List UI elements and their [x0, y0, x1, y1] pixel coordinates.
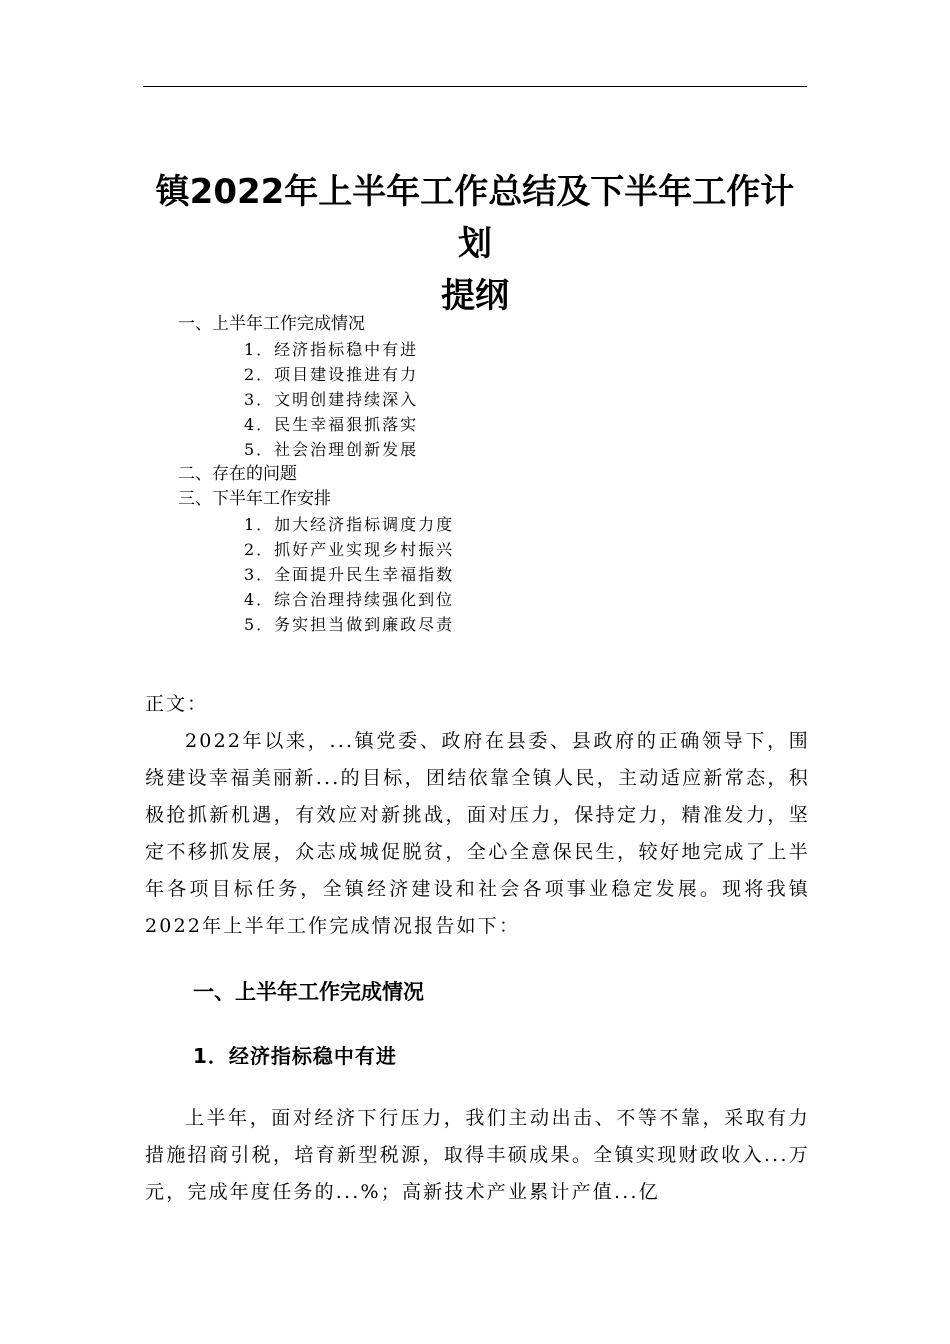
outline-item: 2．项目建设推进有力	[244, 365, 419, 384]
outline-item: 5．社会治理创新发展	[244, 440, 419, 459]
outline-item: 1．经济指标稳中有进	[244, 340, 419, 359]
title-line-3: 提纲	[441, 276, 509, 316]
outline-heading-2: 二、存在的问题	[178, 464, 297, 484]
outline-item: 4．综合治理持续强化到位	[244, 590, 455, 609]
outline-item: 4．民生幸福狠抓落实	[244, 415, 419, 434]
body-label: 正文：	[145, 693, 209, 715]
title-line-2: 划	[458, 224, 492, 264]
header-rule	[143, 86, 807, 87]
subsection-heading: 1．经济指标稳中有进	[193, 1044, 397, 1068]
outline	[178, 312, 778, 637]
title-line-1: 镇2022年上半年工作总结及下半年工作计	[155, 172, 795, 212]
intro-paragraph: 2022年以来，...镇党委、政府在县委、县政府的正确领导下，围绕建设幸福美丽新...的目标，团结依靠全镇人民，主动适应新常态，积极抢抓新机遇，有效应对新挑战，面对压力，保持定力，精准发力，坚定不移抓发展，众志成城促脱贫，全心全意保民生，较好地完成了上半年各项目标任务，全镇经济建设和社会各项事业稳定发展。现将我镇2022年上半年工作完成情况报告如下：	[145, 730, 810, 937]
section-heading: 一、上半年工作完成情况	[193, 980, 424, 1004]
outline-item: 5．务实担当做到廉政尽责	[244, 615, 455, 634]
section-paragraph: 上半年，面对经济下行压力，我们主动出击、不等不靠，采取有力措施招商引税，培育新型税源，取得丰硕成果。全镇实现财政收入...万元，完成年度任务的...%；高新技术产业累计产值...亿	[145, 1107, 810, 1203]
outline-heading-3: 三、下半年工作安排	[178, 489, 331, 509]
outline-item: 2．抓好产业实现乡村振兴	[244, 540, 455, 559]
outline-item: 3．文明创建持续深入	[244, 390, 419, 409]
document-title	[100, 166, 850, 322]
outline-heading-1: 一、上半年工作完成情况	[178, 314, 365, 334]
outline-item: 1．加大经济指标调度力度	[244, 515, 455, 534]
outline-item: 3．全面提升民生幸福指数	[244, 565, 455, 584]
